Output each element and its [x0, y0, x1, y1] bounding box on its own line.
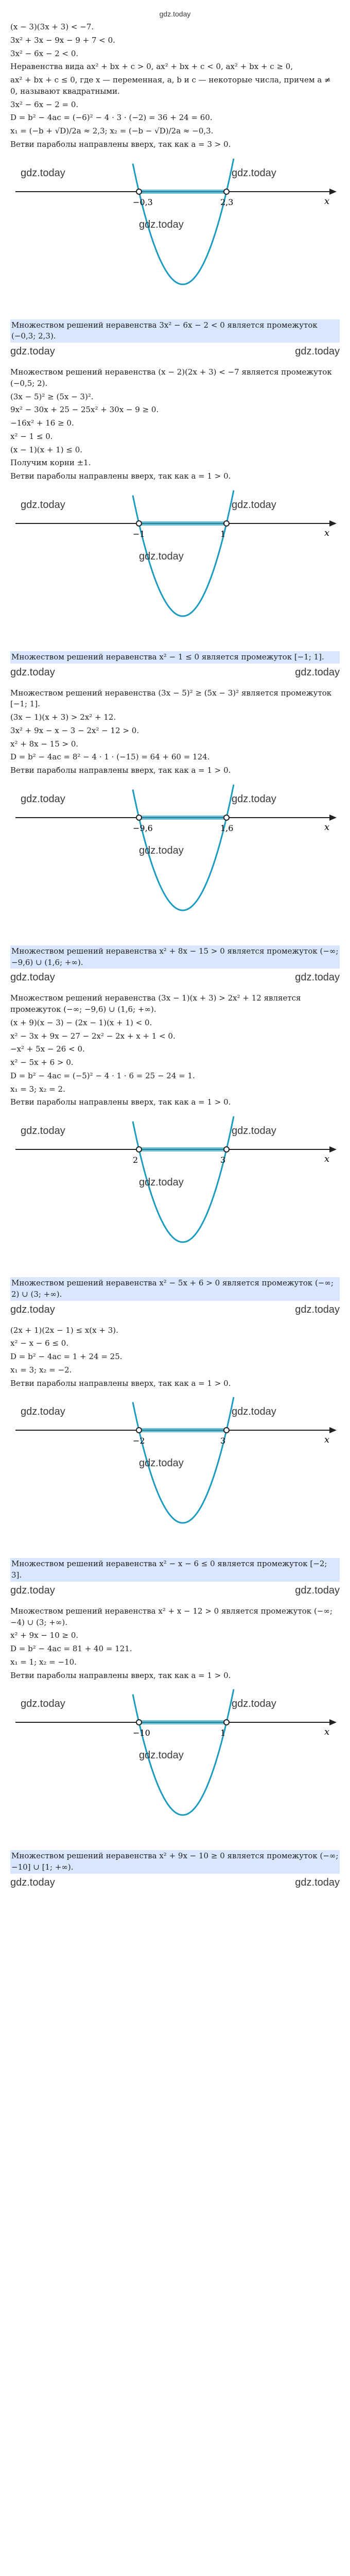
root-label: 2 [133, 1155, 138, 1165]
solution-line: x² − x − 6 ≤ 0. [10, 1338, 69, 1348]
axis-arrow [329, 1719, 337, 1725]
root-point [224, 1147, 229, 1152]
root-label: 1,6 [220, 823, 234, 833]
root-point [136, 815, 142, 820]
graph-watermark: gdz.today [139, 1458, 184, 1469]
root-label: −1 [133, 529, 145, 539]
graph-watermark: gdz.today [139, 550, 184, 562]
root-point [136, 1720, 142, 1725]
root-point [224, 815, 229, 820]
solution-line: Ветви параболы направлены вверх, так как a = 1 > 0. [10, 1097, 231, 1107]
root-point [224, 1720, 229, 1725]
solution-line: Ветви параболы направлены вверх, так как a = 1 > 0. [10, 766, 231, 775]
root-label: 2,3 [220, 197, 234, 207]
graph-watermark: gdz.today [21, 499, 65, 511]
axis-arrow [329, 520, 337, 527]
solution-line: Множеством решений неравенства (3x − 5)² ≥ (5x − 3)² является промежуток [−1; 1]. [10, 688, 332, 709]
axis-label: x [324, 821, 330, 833]
solution-line: x₁ = 3; x₂ = 2. [10, 1084, 65, 1094]
graph-watermark: gdz.today [232, 167, 276, 179]
watermark-text: gdz.today [10, 666, 55, 678]
solution-line: Ветви параболы направлены вверх, так как a = 1 > 0. [10, 1670, 231, 1680]
solution-line: (3x − 5)² ≥ (5x − 3)². [10, 392, 94, 401]
root-label: 1 [220, 1728, 226, 1738]
result-line: Множеством решений неравенства x² − x − 6 ≤ 0 является промежуток [−2; 3]. [10, 1558, 340, 1582]
result-line: Множеством решений неравенства x² + 9x − 10 ≥ 0 является промежуток (−∞; −10] ∪ [1; +∞). [10, 1850, 340, 1874]
graph-svg [10, 156, 340, 310]
result-line: Множеством решений неравенства x² − 5x + 6 > 0 является промежуток (−∞; 2) ∪ (3; +∞). [10, 1277, 340, 1301]
solution-section [10, 688, 340, 984]
solution-line: 3x² + 9x − x − 3 − 2x² − 12 > 0. [10, 725, 139, 735]
solution-line: 3x² − 6x − 2 < 0. [10, 48, 79, 58]
graph-watermark: gdz.today [232, 1125, 276, 1137]
watermark-text: gdz.today [10, 346, 55, 357]
solution-line: Неравенства вида ax² + bx + c > 0, ax² + bx + c < 0, ax² + bx + c ≥ 0, [10, 62, 293, 72]
graph-watermark: gdz.today [232, 1406, 276, 1418]
root-point [136, 521, 142, 526]
solution-section [10, 22, 340, 358]
watermark-text: gdz.today [10, 1584, 55, 1596]
axis-label: x [324, 1726, 330, 1738]
root-point [136, 1147, 142, 1152]
watermark-row [10, 346, 340, 358]
parabola-graph [10, 487, 340, 642]
graph-watermark: gdz.today [21, 1698, 65, 1710]
axis-arrow [329, 1427, 337, 1433]
graph-svg [10, 1113, 340, 1268]
graph-watermark: gdz.today [139, 218, 184, 230]
axis-label: x [324, 1154, 330, 1164]
result-line: Множеством решений неравенства 3x² − 6x − 2 < 0 является промежуток (−0,3; 2,3). [10, 319, 340, 343]
axis-arrow [329, 1146, 337, 1153]
solution-line: Множеством решений неравенства (x − 2)(2x + 3) < −7 является промежуток (−0,5; 2). [10, 367, 332, 388]
watermark-text: gdz.today [10, 972, 55, 984]
watermark-text: gdz.today [10, 1303, 55, 1315]
solution-line: (x + 9)(x − 3) − (2x − 1)(x + 1) < 0. [10, 1018, 152, 1027]
solution-interval [139, 1147, 226, 1151]
root-point [224, 521, 229, 526]
solution-line: x₁ = 1; x₂ = −10. [10, 1657, 77, 1667]
root-point [224, 189, 229, 194]
root-label: −2 [133, 1436, 145, 1446]
solution-line: x² + 8x − 15 > 0. [10, 739, 79, 749]
root-point [136, 189, 142, 194]
root-point [224, 1428, 229, 1433]
solution-line: Получим корни ±1. [10, 458, 91, 468]
graph-watermark: gdz.today [232, 793, 276, 805]
solution-line: (x − 1)(x + 1) ≤ 0. [10, 445, 83, 454]
solution-line: x² + 9x − 10 ≥ 0. [10, 1631, 79, 1640]
axis-arrow [329, 815, 337, 821]
watermark-text: gdz.today [295, 1584, 340, 1596]
root-label: −10 [133, 1728, 150, 1738]
axis-arrow [329, 189, 337, 195]
graph-svg [10, 1394, 340, 1549]
solution-line: Множеством решений неравенства x² + x − 12 > 0 является промежуток (−∞; −4) ∪ (3; +∞). [10, 1606, 332, 1627]
solution-line: Ветви параболы направлены вверх, так как a = 3 > 0. [10, 139, 231, 149]
watermark-text: gdz.today [295, 1876, 340, 1888]
solution-interval [139, 816, 226, 820]
axis-label: x [324, 1434, 330, 1446]
watermark-text: gdz.today [159, 10, 191, 18]
solution-line: D = b² − 4ac = 81 + 40 = 121. [10, 1644, 132, 1653]
watermark-text: gdz.today [295, 972, 340, 984]
watermark-row [10, 1304, 340, 1316]
solution-line: D = b² − 4ac = 1 + 24 = 25. [10, 1352, 122, 1361]
graph-watermark: gdz.today [139, 1750, 184, 1761]
graph-svg [10, 782, 340, 936]
solution-section [10, 1606, 340, 1889]
root-label: −0,3 [133, 197, 153, 207]
graph-watermark: gdz.today [139, 1177, 184, 1188]
solution-line: D = b² − 4ac = (−6)² − 4 · 3 · (−2) = 36 + 24 = 60. [10, 113, 213, 123]
solution-line: ax² + bx + c ≤ 0, где x — переменная, a, b и c — некоторые числа, причем a ≠ 0, называют квадратными. [10, 75, 331, 96]
solution-line: D = b² − 4ac = (−5)² − 4 · 1 · 6 = 25 − 24 = 1. [10, 1071, 195, 1080]
graph-watermark: gdz.today [21, 1125, 65, 1137]
graph-svg [10, 487, 340, 642]
watermark-text: gdz.today [10, 1876, 55, 1888]
watermark-text: gdz.today [295, 346, 340, 357]
solution-line: x₁ = (−b + √D)/2a ≈ 2,3; x₂ = (−b − √D)/2a ≈ −0,3. [10, 126, 214, 135]
watermark-row [10, 667, 340, 679]
graph-watermark: gdz.today [21, 1406, 65, 1418]
parabola-graph [10, 782, 340, 936]
solution-line: 9x² − 30x + 25 − 25x² + 30x − 9 ≥ 0. [10, 405, 159, 415]
solution-line: Ветви параболы направлены вверх, так как a = 1 > 0. [10, 471, 231, 481]
root-label: −9,6 [133, 823, 153, 833]
graph-watermark: gdz.today [232, 1698, 276, 1710]
watermark-row [10, 1877, 340, 1889]
graph-watermark: gdz.today [21, 793, 65, 805]
solution-line: −16x² + 16 ≥ 0. [10, 418, 74, 428]
solution-line: (2x + 1)(2x − 1) ≤ x(x + 3). [10, 1325, 118, 1335]
solution-section [10, 993, 340, 1315]
solution-line: 3x² + 3x − 9x − 9 + 7 < 0. [10, 35, 115, 45]
solution-interval [139, 1720, 226, 1724]
solution-line: Ветви параболы направлены вверх, так как a = 1 > 0. [10, 1378, 231, 1388]
solution-section [10, 367, 340, 679]
watermark-row [10, 972, 340, 984]
solution-line: D = b² − 4ac = 8² − 4 · 1 · (−15) = 64 + 60 = 124. [10, 752, 210, 762]
graph-watermark: gdz.today [139, 844, 184, 856]
result-line: Множеством решений неравенства x² + 8x − 15 > 0 является промежуток (−∞; −9,6) ∪ (1,6; +∞). [10, 945, 340, 969]
graph-watermark: gdz.today [21, 167, 65, 179]
solution-line: x² − 1 ≤ 0. [10, 431, 53, 441]
parabola-graph [10, 1686, 340, 1841]
solution-line: x² − 3x + 9x − 27 − 2x² − 2x + x + 1 < 0. [10, 1031, 176, 1041]
root-label: 3 [220, 1436, 226, 1446]
solution-line: Множеством решений неравенства (3x − 1)(x + 3) > 2x² + 12 является промежуток (−∞; −9,6) ∪ (1,6; +∞). [10, 993, 301, 1014]
solution-section [10, 1325, 340, 1597]
root-label: 1 [220, 529, 226, 539]
solution-line: x₁ = 3; x₂ = −2. [10, 1365, 72, 1375]
result-line: Множеством решений неравенства x² − 1 ≤ 0 является промежуток [−1; 1]. [10, 651, 340, 664]
solution-line: (3x − 1)(x + 3) > 2x² + 12. [10, 713, 116, 722]
solution-line: −x² + 5x − 26 < 0. [10, 1044, 85, 1054]
solution-line: 3x² − 6x − 2 = 0. [10, 99, 79, 109]
watermark-text: gdz.today [295, 666, 340, 678]
root-point [136, 1428, 142, 1433]
solution-line: (x − 3)(3x + 3) < −7. [10, 22, 94, 31]
axis-label: x [324, 195, 330, 207]
solution-line: x² − 5x + 6 > 0. [10, 1058, 74, 1067]
top-watermark [10, 9, 340, 19]
axis-label: x [324, 527, 330, 538]
solution-interval [139, 1428, 226, 1432]
parabola-graph [10, 1394, 340, 1549]
graph-watermark: gdz.today [232, 499, 276, 511]
solution-sections [10, 22, 340, 1889]
solution-interval [139, 521, 226, 526]
solution-interval [139, 190, 226, 194]
parabola-graph [10, 1113, 340, 1268]
root-label: 3 [220, 1155, 226, 1165]
watermark-row [10, 1585, 340, 1597]
solution-page [10, 0, 340, 1889]
parabola-graph [10, 156, 340, 310]
graph-svg [10, 1686, 340, 1841]
watermark-text: gdz.today [295, 1303, 340, 1315]
